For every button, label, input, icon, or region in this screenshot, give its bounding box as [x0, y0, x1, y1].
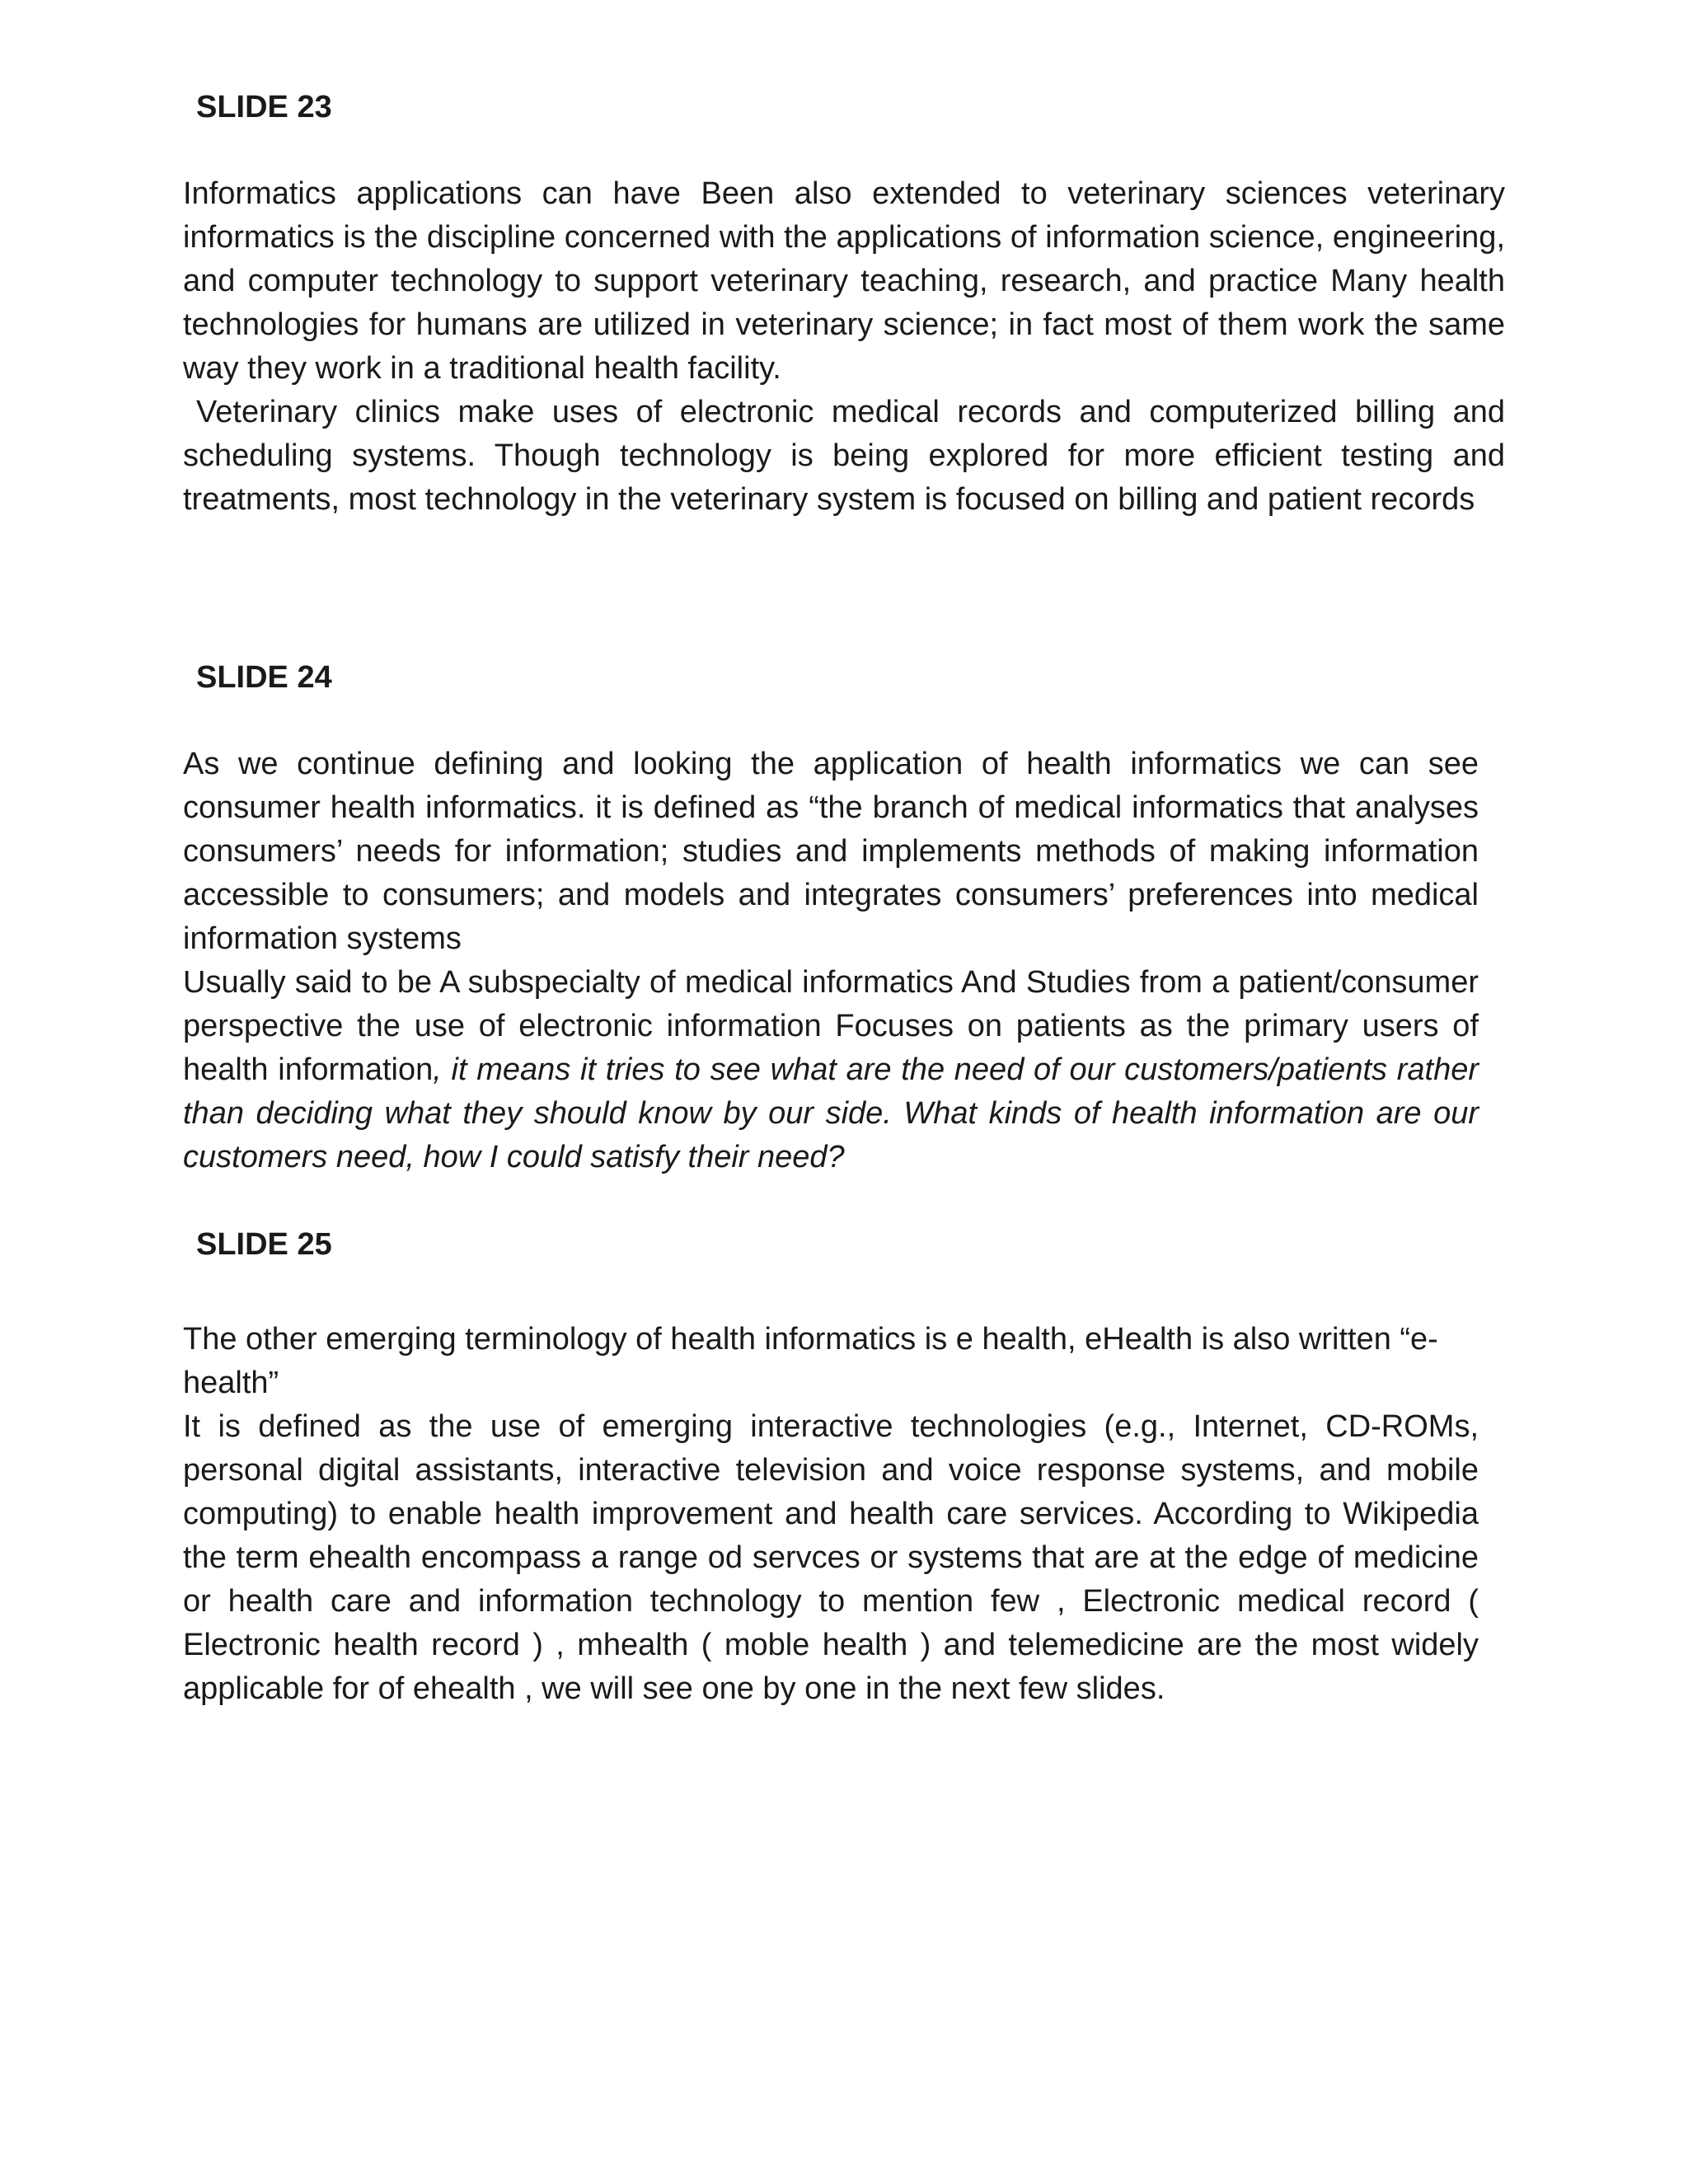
- slide-23-section: [183, 86, 1505, 522]
- slide-25-paragraph-2: It is defined as the use of emerging interactive technologies (e.g., Internet, CD-ROMs, personal digital assistants, interactive television and voice response systems, and mobile computing) to enable health improvement and health care services. According to Wikipedia the term ehealth encompass a range od servces or systems that are at the edge of medicine or health care and information technology to mention few , Electronic medical record ( Electronic health record ) , mhealth ( moble health ) and telemedicine are the most widely applicable for of ehealth , we will see one by one in the next few slides.: [183, 1409, 1479, 1706]
- slide-24-paragraph-2: [183, 961, 1479, 1179]
- slide-24-heading: SLIDE 24: [196, 660, 332, 695]
- slide-25-paragraph-1: The other emerging terminology of health informatics is e health, eHealth is also written “e-health”: [183, 1322, 1438, 1400]
- slide-24-paragraph-1: As we continue defining and looking the application of health informatics we can see consumer health informatics. it is defined as “the branch of medical informatics that analyses consumers’ needs for information; studies and implements methods of making information accessible to consumers; and models and integrates consumers’ preferences into medical information systems: [183, 747, 1479, 956]
- slide-24-section: [183, 656, 1479, 1179]
- slide-23-heading: SLIDE 23: [196, 90, 332, 124]
- slide-25-section: [183, 1223, 1479, 1711]
- slide-25-heading: SLIDE 25: [196, 1227, 332, 1262]
- slide-23-paragraph-2: Veterinary clinics make uses of electronic medical records and computerized billing and scheduling systems. Though technology is being explored for more efficient testing and treatments, most technology in the veterinary system is focused on billing and patient records: [183, 395, 1505, 517]
- slide-24-paragraph-2-italic: , it means it tries to see what are the need of our customers/patients rather than deciding what they should know by our side. What kinds of health information are our customers need, how I could satisfy their need?: [183, 1052, 1479, 1174]
- slide-23-paragraph-1: Informatics applications can have Been also extended to veterinary sciences veterinary informatics is the discipline concerned with the applications of information science, engineering, and computer technology to support veterinary teaching, research, and practice Many health technologies for humans are utilized in veterinary science; in fact most of them work the same way they work in a traditional health facility.: [183, 176, 1505, 386]
- slide-24-paragraph-2-regular: Usually said to be A subspecialty of medical informatics And Studies from a patient/consumer perspective the use of electronic information Focuses on patients as the primary users of health information: [183, 965, 1479, 1087]
